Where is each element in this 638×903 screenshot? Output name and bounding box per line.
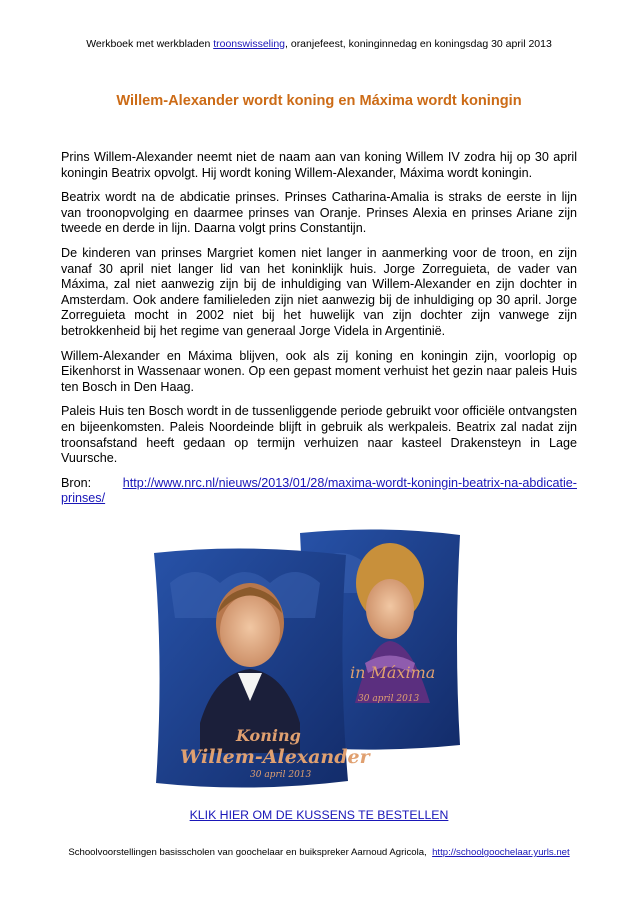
paragraph: De kinderen van prinses Margriet komen niet langer in aanmerking voor de troon, en zijn vanaf 30 april niet langer lid van het koninklijk huis. Jorge Zorreguieta, de vader van Máxima, zal niet aanwezig zijn bij de inhuldiging van Willem-Alexander en zijn dochter in Amsterdam. Ook andere familieleden zijn niet aanwezig bij de inhuldiging op 30 april. Jorge Zorreguieta mocht in 2002 niet bij het huwelijk van zijn dochter zijn vanwege zijn betrokkenheid bij het regime van generaal Jorge Videla in Argentinië. <box>61 245 577 338</box>
paragraph: Prins Willem-Alexander neemt niet de naam aan van koning Willem IV zodra hij op 30 april koningin Beatrix opvolgt. Hij wordt koning Willem-Alexander, Máxima wordt koningin. <box>61 150 577 180</box>
back-pillow-title: in Máxima <box>350 663 436 682</box>
page-header <box>0 38 638 50</box>
source-label: Bron: <box>61 475 92 490</box>
pillows-image <box>150 523 464 795</box>
paragraph: Willem-Alexander en Máxima blijven, ook als zij koning en koningin zijn, voorlopig op Eikenhorst in Wassenaar wonen. Op een gepast moment verhuist het gezin naar paleis Huis ten Bosch in Den Haag. <box>61 348 577 394</box>
source-line <box>61 476 577 507</box>
header-suffix: , oranjefeest, koninginnedag en koningsdag 30 april 2013 <box>285 38 552 50</box>
header-prefix: Werkboek met werkbladen <box>86 38 214 50</box>
pillows-illustration <box>150 523 464 795</box>
order-line <box>0 808 638 822</box>
front-pillow-date: 30 april 2013 <box>250 770 312 780</box>
article-body <box>61 150 577 516</box>
header-link[interactable]: troonswisseling <box>213 38 286 50</box>
page-footer <box>0 847 638 858</box>
paragraph: Beatrix wordt na de abdicatie prinses. Prinses Catharina-Amalia is straks de eerste in lijn van troonopvolging en daarmee prinses van Oranje. Prinses Alexia en prinses Ariane zijn tweede en derde in lijn. Daarna volgt prins Constantijn. <box>61 190 577 236</box>
footer-link[interactable]: http://schoolgoochelaar.yurls.net <box>432 847 570 858</box>
front-pillow-line1: Koning <box>236 726 301 745</box>
front-pillow-line2: Willem-Alexander <box>180 746 370 768</box>
paragraph: Paleis Huis ten Bosch wordt in de tussenliggende periode gebruikt voor officiële ontvangsten en bijeenkomsten. Paleis Noordeinde blijft in gebruik als werkpaleis. Beatrix zal nadat zijn troonsafstand heeft gedaan op termijn verhuizen naar kasteel Drakensteyn in Lage Vuursche. <box>61 404 577 466</box>
article-title: Willem-Alexander wordt koning en Máxima wordt koningin <box>116 93 522 109</box>
back-pillow-date: 30 april 2013 <box>358 694 420 704</box>
source-link[interactable]: http://www.nrc.nl/nieuws/2013/01/28/maxima-wordt-koningin-beatrix-na-abdicatie-prinses/ <box>61 475 577 506</box>
order-link[interactable]: KLIK HIER OM DE KUSSENS TE BESTELLEN <box>189 808 449 822</box>
footer-text: Schoolvoorstellingen basisscholen van goochelaar en buikspreker Aarnoud Agricola, <box>68 847 427 858</box>
